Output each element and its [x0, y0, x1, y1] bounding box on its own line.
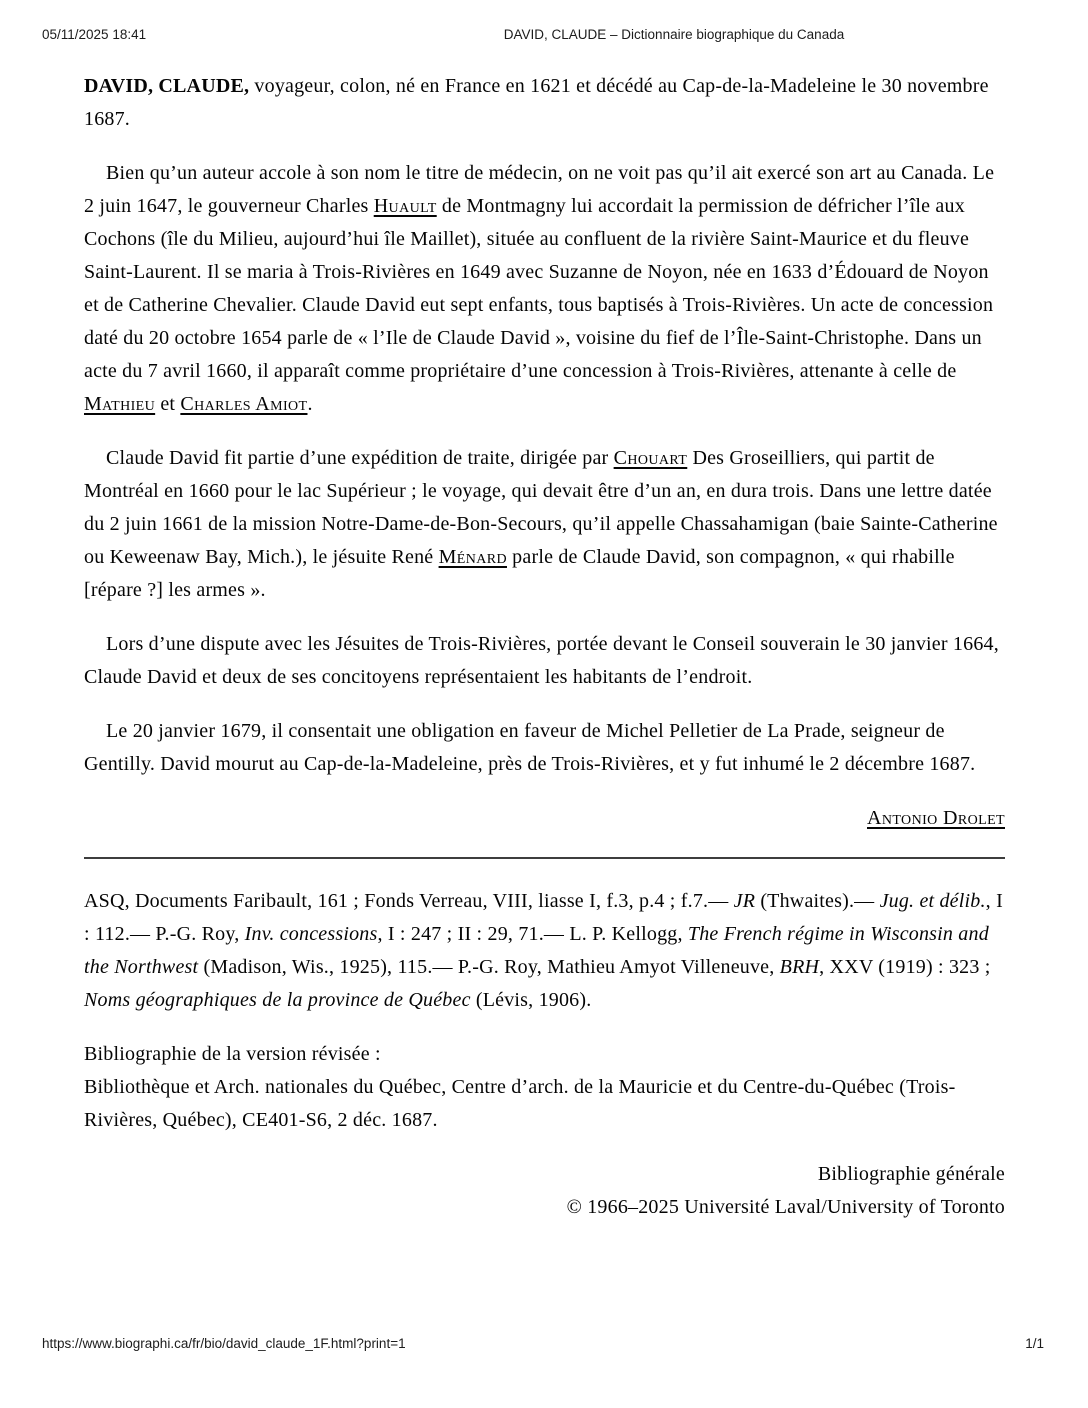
- article-paragraph-4: [84, 715, 1005, 781]
- footer-page-number: 1/1: [1025, 1336, 1044, 1351]
- text-segment: Des Groseilliers, qui partit de Montréal en 1660 pour le lac Supérieur ; le voyage, qui devait être d’un an, en dura trois. Dans une lettre datée du 2 juin 1661 de la mission Notre-Dame-de-Bon-Secours, qu’il appelle Chassahamigan (baie Sainte-Catherine ou Keweenaw Bay, Mich.), le jésuite René: [84, 447, 998, 568]
- text-segment: (Lévis, 1906).: [470, 989, 592, 1011]
- text-segment: Lors d’une dispute avec les Jésuites de Trois-Rivières, portée devant le Conseil souverain le 30 janvier 1664, Claude David et deux de ses concitoyens représentaient les habitants de l’endroit.: [84, 633, 999, 688]
- link-chouart[interactable]: Chouart: [613, 447, 688, 469]
- section-divider: [84, 857, 1005, 859]
- print-footer: [42, 1336, 1044, 1351]
- text-segment: et: [155, 393, 181, 415]
- revised-bibliography-label: Bibliographie de la version révisée :: [84, 1043, 381, 1065]
- text-segment: DAVID, CLAUDE,: [84, 75, 250, 97]
- article-paragraph-3: [84, 628, 1005, 694]
- article-paragraph-intro: [84, 70, 1005, 136]
- article-signature: [84, 802, 1005, 835]
- text-segment: Noms géographiques de la province de Québec: [84, 989, 471, 1011]
- text-segment: Inv. concessions: [244, 923, 378, 945]
- text-segment: The French régime in Wisconsin and the Northwest: [84, 923, 989, 978]
- link-charles-amiot[interactable]: Charles Amiot: [180, 393, 308, 415]
- text-segment: Jug. et délib.: [879, 890, 986, 912]
- link-huault[interactable]: Huault: [373, 195, 437, 217]
- text-segment: parle de Claude David, son compagnon, « qui rhabille [répare ?] les armes ».: [84, 546, 955, 601]
- print-date: 05/11/2025 18:41: [42, 27, 147, 42]
- print-header: [42, 27, 1046, 45]
- link-mathieu[interactable]: Mathieu: [84, 393, 156, 415]
- footer-url: https://www.biographi.ca/fr/bio/david_claude_1F.html?print=1: [42, 1336, 406, 1351]
- text-segment: Bien qu’un auteur accole à son nom le titre de médecin, on ne voit pas qu’il ait exercé son art au Canada. Le 2 juin 1647, le gouverneur Charles: [84, 162, 995, 217]
- article-paragraph-2: [84, 442, 1005, 607]
- document-title: DAVID, CLAUDE – Dictionnaire biographique du Canada: [503, 27, 845, 42]
- text-segment: ASQ, Documents Faribault, 161 ; Fonds Verreau, VIII, liasse I, f.3, p.4 ; f.7.—: [84, 890, 734, 912]
- copyright-notice: © 1966–2025 Université Laval/University of Toronto: [566, 1196, 1005, 1218]
- text-segment: Le 20 janvier 1679, il consentait une obligation en faveur de Michel Pelletier de La Prade, seigneur de Gentilly. David mourut au Cap-de-la-Madeleine, près de Trois-Rivières, et y fut inhumé le 2 décembre 1687.: [84, 720, 976, 775]
- link-menard[interactable]: Ménard: [438, 546, 507, 568]
- article-paragraph-1: [84, 157, 1005, 421]
- text-segment: de Montmagny lui accordait la permission de défricher l’île aux Cochons (île du Milieu, aujourd’hui île Maillet), située au confluent de la rivière Saint-Maurice et du fleuve Saint-Laurent. Il se maria à Trois-Rivières en 1649 avec Suzanne de Noyon, née en 1633 d’Édouard de Noyon et de Catherine Chevalier. Claude David eut sept enfants, tous baptisés à Trois-Rivières. Un acte de concession daté du 20 octobre 1654 parle de « l’Ile de Claude David », voisine du fief de l’Île-Saint-Christophe. Dans un acte du 7 avril 1660, il apparaît comme propriétaire d’une concession à Trois-Rivières, attenante à celle de: [84, 195, 994, 382]
- text-segment: (Thwaites).—: [755, 890, 880, 912]
- text-segment: .: [307, 393, 313, 415]
- bibliography-sources: [84, 885, 1005, 1017]
- text-segment: JR: [733, 890, 756, 912]
- general-bibliography-block: [84, 1158, 1005, 1224]
- author-link[interactable]: Antonio Drolet: [867, 807, 1005, 829]
- revised-bibliography-text: Bibliothèque et Arch. nationales du Québec, Centre d’arch. de la Mauricie et du Centre-du-Québec (Trois-Rivières, Québec), CE401-S6, 2 déc. 1687.: [84, 1076, 956, 1131]
- text-segment: , XXV (1919) : 323 ;: [819, 956, 991, 978]
- article-content: [84, 70, 1005, 1224]
- text-segment: Claude David fit partie d’une expédition de traite, dirigée par: [106, 447, 614, 469]
- revised-bibliography: [84, 1038, 1005, 1137]
- text-segment: , I : 247 ; II : 29, 71.— L. P. Kellogg,: [377, 923, 688, 945]
- text-segment: BRH: [779, 956, 820, 978]
- text-segment: (Madison, Wis., 1925), 115.— P.-G. Roy, Mathieu Amyot Villeneuve,: [198, 956, 780, 978]
- text-segment: voyageur, colon, né en France en 1621 et décédé au Cap-de-la-Madeleine le 30 novembre 1687.: [84, 75, 989, 130]
- general-bibliography-link[interactable]: Bibliographie générale: [817, 1163, 1005, 1185]
- text-segment: , I : 112.— P.-G. Roy,: [84, 890, 1003, 945]
